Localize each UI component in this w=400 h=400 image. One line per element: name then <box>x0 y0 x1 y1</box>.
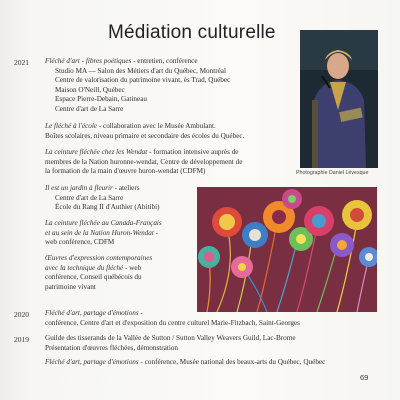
entry-line: Espace Pierre-Debain, Gatineau <box>55 95 147 104</box>
entry-line: Centre d'art de La Sarre <box>55 104 124 113</box>
entry-line: Présentation d'œuvres fléchées, démonstration <box>45 343 179 352</box>
entry-line: Studio MA — Salon des Métiers d'art du Québec, Montréal <box>55 66 226 75</box>
entry-text: - ateliers <box>112 184 140 192</box>
entry-italic: Il est un jardin à fleurir <box>45 184 113 192</box>
entry-italic: Fléché d'art - fibres poétiques <box>45 57 132 65</box>
entry-italic: et au sein de la Nation Huron-Wendat <box>45 228 154 237</box>
entry-ceinture-wendat <box>45 148 242 177</box>
entry-italic: Le fléché à l'école <box>45 122 98 130</box>
entry-partage-2020 <box>45 309 300 328</box>
entry-line: Guilde des tisserands de la Vallée de Sutton / Sutton Valley Weavers Guild, Lac-Brome <box>45 334 296 342</box>
entry-text: - formation intensive auprès de <box>147 148 239 156</box>
entry-italic: La ceinture fléchée au Canada-Français <box>45 219 162 227</box>
entry-text: - web <box>123 263 142 272</box>
entry-italic: avec la technique du fléché <box>45 263 124 272</box>
entry-line: la formation de la main d'œuvre huron-wendat (CDFM) <box>45 167 206 176</box>
artwork-image <box>197 187 377 312</box>
entry-text: - entretien, conférence <box>131 57 198 65</box>
entry-fleche-ecole <box>45 122 244 141</box>
entry-text: - collaboration avec le Musée Ambulant. <box>97 122 216 130</box>
entry-italic: La ceinture fléchée chez les Wendat <box>45 148 148 156</box>
entry-text: - <box>153 228 159 237</box>
entry-italic: Fléché d'art, partage d'émotions <box>45 358 139 366</box>
entry-line: Centre d'art de La Sarre <box>55 193 124 202</box>
entry-text: - <box>138 309 143 317</box>
entry-line: web conférence, CDFM <box>45 238 115 247</box>
entry-line: Maison O'Neill, Québec <box>55 85 125 94</box>
entry-jardin-fleurir <box>45 184 160 213</box>
entry-ceinture-canada <box>45 219 162 248</box>
entry-line: Boîtes scolaires, niveau primaire et secondaire des écoles du Québec. <box>45 131 245 140</box>
year-2020: 2020 <box>14 310 29 319</box>
entry-line: Centre de valorisation du patrimoine vivant, ès Trad, Québec <box>55 76 231 85</box>
entry-line: patrimoine vivant <box>45 282 96 291</box>
entry-text: - conférence, Musée national des beaux-arts du Québec, Québec <box>138 358 326 366</box>
photo-credit: Photographie Daniel Lévesque <box>296 170 369 176</box>
page-number: 69 <box>360 373 369 382</box>
entry-line: membres de la Nation huronne-wendat, Centre de développement de <box>45 157 243 166</box>
year-2021: 2021 <box>14 58 29 67</box>
entry-italic: Fléché d'art, partage d'émotions <box>45 309 139 317</box>
page-title: Médiation culturelle <box>108 22 276 43</box>
entry-fleche-art-fibres <box>45 57 230 115</box>
entry-oeuvres-expression <box>45 254 152 292</box>
entry-partage-mnbaq <box>45 358 325 368</box>
entry-line: École du Rang II d'Authier (Abitibi) <box>55 203 160 212</box>
speaker-photo <box>300 30 378 168</box>
entry-italic: Œuvres d'expression contemporaines <box>45 254 153 262</box>
year-2019: 2019 <box>14 335 29 344</box>
entry-guilde-sutton <box>45 334 296 353</box>
entry-line: conférence, Conseil québécois du <box>45 273 142 282</box>
entry-line: conférence, Centre d'art et d'exposition du centre culturel Marie-Fitzbach, Saint-Georges <box>45 318 300 327</box>
